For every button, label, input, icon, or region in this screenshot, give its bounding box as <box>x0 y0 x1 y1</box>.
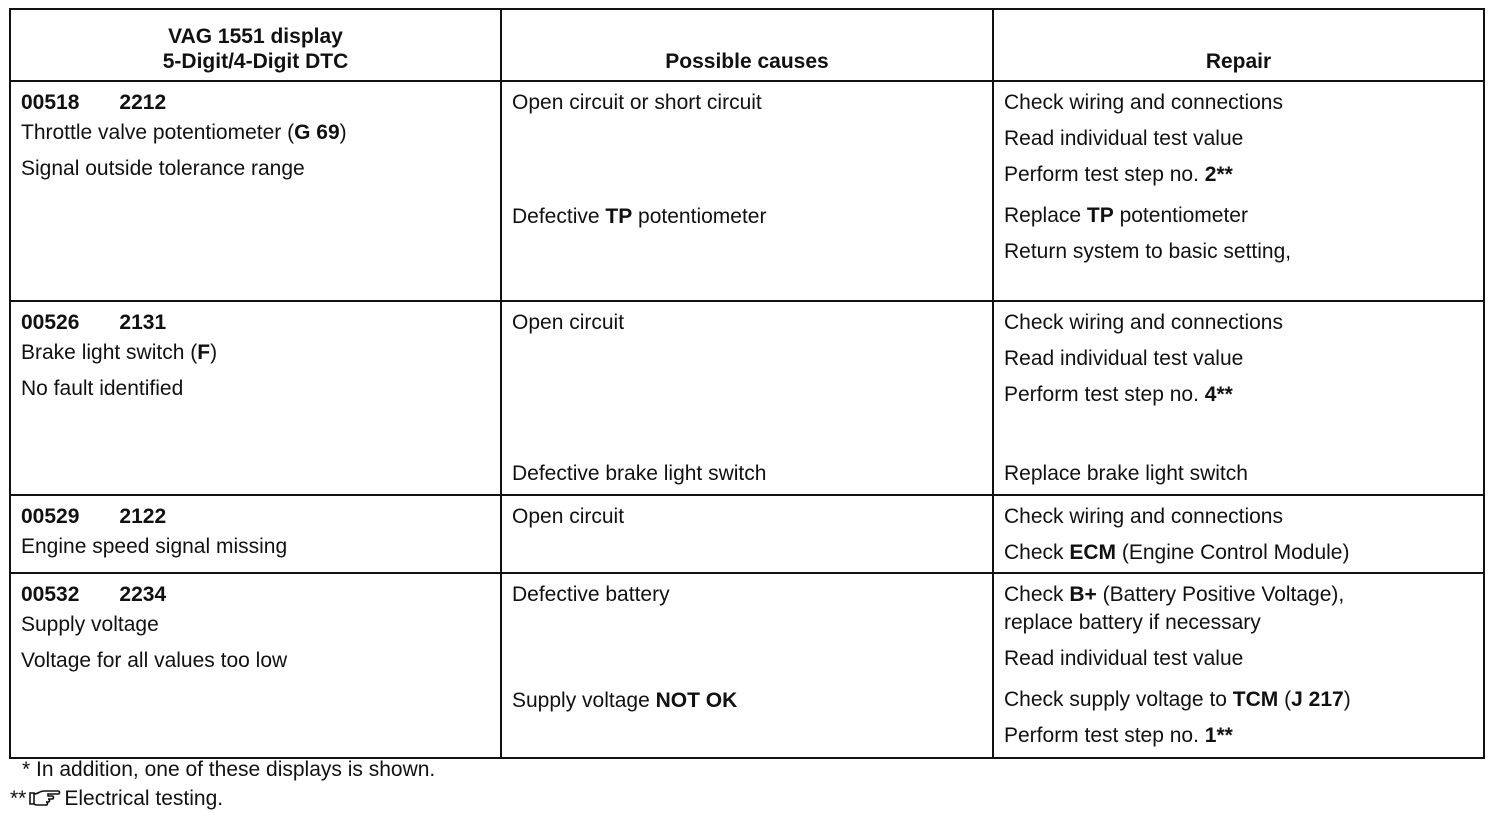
cause-text: Open circuit <box>512 311 625 334</box>
repair-step: Check B+ (Battery Positive Voltage), <box>1004 583 1345 606</box>
repair-step: Return system to basic setting, <box>1004 240 1292 263</box>
dtc-cell <box>10 301 501 495</box>
dtc-description: Brake light switch (F) <box>21 341 218 364</box>
repair-step: Perform test step no. 1** <box>1004 724 1233 747</box>
repair-cell <box>993 81 1484 301</box>
cause-cell <box>501 573 993 758</box>
cause-cell <box>501 495 993 573</box>
cause-cell <box>501 81 993 301</box>
repair-step: replace battery if necessary <box>1004 611 1261 634</box>
header-causes: Possible causes <box>501 9 993 81</box>
dtc-table <box>9 8 1485 759</box>
repair-step: Check wiring and connections <box>1004 311 1283 334</box>
dtc-cell <box>10 573 501 758</box>
repair-step: Check wiring and connections <box>1004 91 1283 114</box>
dtc-description: Engine speed signal missing <box>21 535 288 558</box>
table-row <box>10 573 1484 758</box>
header-row <box>10 9 1484 81</box>
header-display <box>10 9 501 81</box>
dtc-condition: No fault identified <box>21 377 184 400</box>
repair-step: Check supply voltage to TCM (J 217) <box>1004 688 1351 711</box>
repair-step: Read individual test value <box>1004 127 1244 150</box>
repair-step: Perform test step no. 2** <box>1004 163 1233 186</box>
dtc-cell <box>10 81 501 301</box>
table-row <box>10 301 1484 495</box>
cause-text: Open circuit <box>512 505 625 528</box>
repair-step: Check wiring and connections <box>1004 505 1283 528</box>
dtc-condition: Voltage for all values too low <box>21 649 288 672</box>
header-display-line2: 5-Digit/4-Digit DTC <box>162 50 349 73</box>
dtc-cell <box>10 495 501 573</box>
repair-step: Read individual test value <box>1004 347 1244 370</box>
footnote-1: * In addition, one of these displays is shown. <box>22 758 436 781</box>
dtc-code: 00532 2234 <box>21 583 167 606</box>
table-row <box>10 495 1484 573</box>
dtc-code: 00518 2212 <box>21 91 167 114</box>
repair-step: Read individual test value <box>1004 647 1244 670</box>
dtc-condition: Signal outside tolerance range <box>21 157 305 180</box>
cause-text: Open circuit or short circuit <box>512 91 762 114</box>
repair-cell <box>993 495 1484 573</box>
repair-cell <box>993 301 1484 495</box>
footnote-2: ** Electrical testing. <box>10 787 223 814</box>
cause-text: Defective brake light switch <box>512 462 767 485</box>
repair-cell <box>993 573 1484 758</box>
cause-text: Defective battery <box>512 583 670 606</box>
dtc-description: Throttle valve potentiometer (G 69) <box>21 121 347 144</box>
dtc-description: Supply voltage <box>21 613 159 636</box>
dtc-code: 00529 2122 <box>21 505 167 528</box>
repair-step: Perform test step no. 4** <box>1004 383 1233 406</box>
cause-cell <box>501 301 993 495</box>
header-repair: Repair <box>993 9 1484 81</box>
table-row <box>10 81 1484 301</box>
pointing-hand-icon <box>28 788 62 814</box>
cause-text: Defective TP potentiometer <box>512 205 767 228</box>
repair-step: Replace TP potentiometer <box>1004 204 1248 227</box>
repair-step: Replace brake light switch <box>1004 462 1248 485</box>
repair-step: Check ECM (Engine Control Module) <box>1004 541 1350 564</box>
header-display-line1: VAG 1551 display <box>168 25 343 48</box>
dtc-code: 00526 2131 <box>21 311 167 334</box>
cause-text: Supply voltage NOT OK <box>512 689 738 712</box>
